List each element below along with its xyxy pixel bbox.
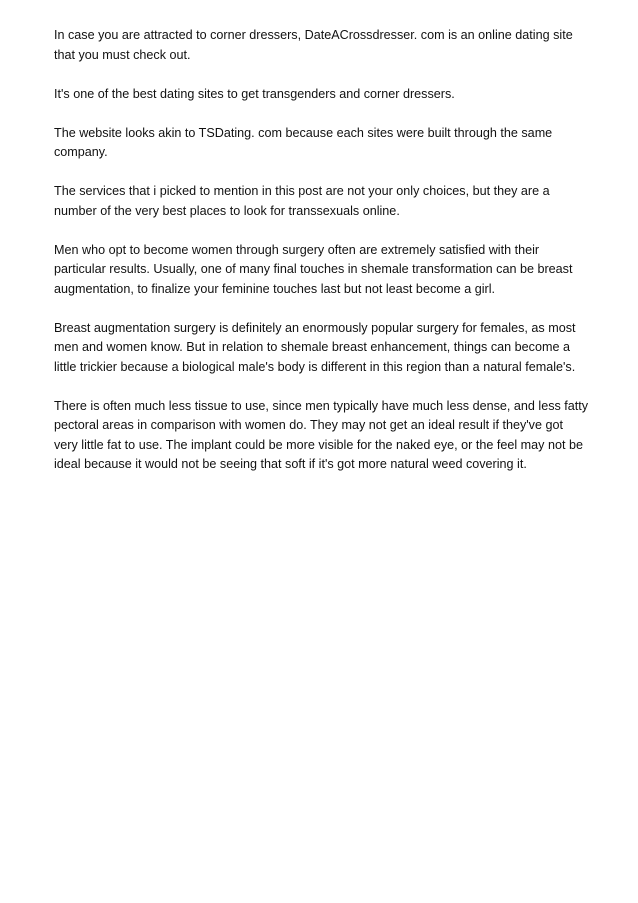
paragraph: There is often much less tissue to use, since men typically have much less dense, and less fatty pectoral areas in comparison with women do. They may not get an ideal result if they've got very little fat to use. The implant could be more visible for the naked eye, or the feel may not be ideal because it would not be seeing that soft if it's got more natural weed covering it. [54, 398, 589, 471]
paragraph: The services that i picked to mention in this post are not your only choices, but they are a number of the very best places to look for transsexuals online. [54, 184, 550, 218]
paragraph: Breast augmentation surgery is definitely an enormously popular surgery for females, as most men and women know. But in relation to shemale breast enhancement, things can become a little trickier because a biological male's body is different in this region than a natural female's. [54, 320, 576, 374]
paragraph: Men who opt to become women through surgery often are extremely satisfied with their particular results. Usually, one of many final touches in shemale transformation can be breast augmentation, to finalize your feminine touches last but not least become a girl. [54, 242, 573, 296]
document-body [54, 26, 590, 494]
paragraph: The website looks akin to TSDating. com because each sites were built through the same company. [54, 125, 553, 159]
paragraph: It's one of the best dating sites to get transgenders and corner dressers. [54, 86, 455, 101]
paragraph: In case you are attracted to corner dressers, DateACrossdresser. com is an online dating site that you must check out. [54, 28, 573, 62]
